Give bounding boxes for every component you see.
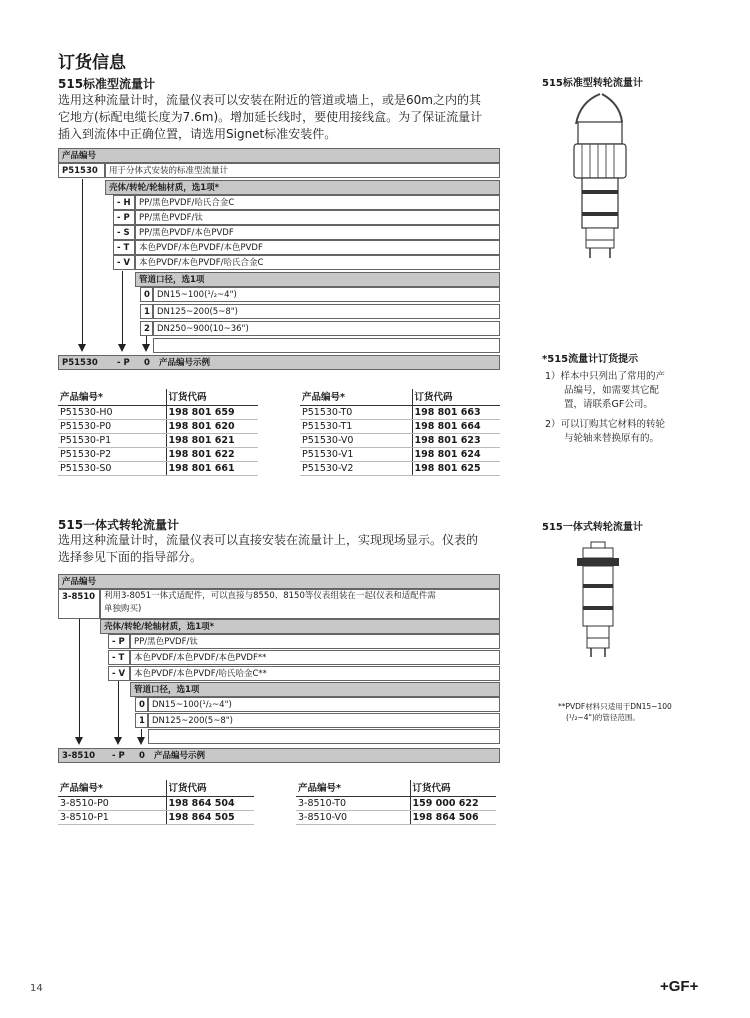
- flow-sensor-standard-image: [560, 92, 640, 262]
- part-cell: P51530-V2: [300, 461, 412, 475]
- pipe-code: 1: [135, 713, 148, 728]
- code-cell: 198 801 622: [166, 447, 258, 461]
- col-header-code: 订货代码: [412, 389, 500, 405]
- table-header-row: [296, 780, 496, 796]
- material-desc: 本色PVDF/本色PVDF/哈氏合金C: [135, 255, 500, 270]
- order-table-1-left: [58, 389, 258, 476]
- example-code-3: 0: [144, 358, 150, 368]
- material-desc: PP/黑色PVDF/本色PVDF: [135, 225, 500, 240]
- material-code: - P: [113, 210, 135, 225]
- example-code-2: - P: [112, 751, 125, 761]
- material-desc: PP/黑色PVDF/钛: [130, 634, 500, 649]
- code-cell: 198 801 621: [166, 433, 258, 447]
- order-tips-title: *515流量计订货提示: [542, 354, 639, 365]
- order-table-1-right: [300, 389, 500, 476]
- table-header-row: [58, 780, 254, 796]
- arrow-down-icon: [137, 737, 145, 745]
- pipe-desc: DN250~900(10~36"): [153, 321, 500, 336]
- arrow-line: [118, 681, 119, 737]
- material-header: 壳体/转轮/轮轴材质，选1项*: [100, 619, 500, 634]
- material-code: - V: [113, 255, 135, 270]
- pipe-desc: DN15~100(¹/₂~4"): [153, 287, 500, 302]
- table-row: [58, 461, 258, 475]
- material-code: - S: [113, 225, 135, 240]
- pipe-code: 2: [140, 321, 153, 336]
- order-code-diagram-2: [58, 574, 500, 766]
- pipe-blank-row: [153, 338, 500, 353]
- table-header-row: [300, 389, 500, 405]
- pipe-code: 0: [135, 697, 148, 712]
- col-header-part: 产品编号*: [58, 389, 166, 405]
- material-code: - H: [113, 195, 135, 210]
- col-header-code: 订货代码: [410, 780, 496, 796]
- example-row: [58, 355, 500, 370]
- diagram-header: 产品编号: [58, 574, 500, 589]
- code-cell: 198 801 624: [412, 447, 500, 461]
- sidebar-image1-title: 515标准型转轮流量计: [542, 78, 643, 89]
- example-label: 产品编号示例: [154, 751, 206, 761]
- page-number: 14: [30, 983, 43, 994]
- order-tip-line: 1）样本中只列出了常用的产: [545, 371, 666, 382]
- part-cell: P51530-V0: [300, 433, 412, 447]
- example-code-1: P51530: [62, 358, 98, 368]
- order-tip-1: [545, 370, 695, 412]
- arrow-line: [146, 336, 147, 344]
- diagram-header: 产品编号: [58, 148, 500, 163]
- pipe-code: 0: [140, 287, 153, 302]
- part-cell: P51530-P0: [58, 419, 166, 433]
- product-desc: 用于分体式安装的标准型流量计: [105, 163, 500, 178]
- col-header-code: 订货代码: [166, 780, 254, 796]
- part-cell: P51530-P1: [58, 433, 166, 447]
- material-desc: PP/黑色PVDF/哈氏合金C: [135, 195, 500, 210]
- part-cell: P51530-T1: [300, 419, 412, 433]
- section1-para-line: 插入到流体中正确位置，请选用Signet标准安装件。: [58, 127, 337, 141]
- section2-title: 515一体式转轮流量计: [58, 518, 180, 532]
- code-cell: 198 864 505: [166, 810, 254, 824]
- sidebar-image2-title: 515一体式转轮流量计: [542, 522, 643, 533]
- table-row: [300, 405, 500, 419]
- material-code: - V: [108, 666, 130, 681]
- table-row: [300, 447, 500, 461]
- code-cell: 198 801 620: [166, 419, 258, 433]
- table-row: [58, 810, 254, 824]
- flow-sensor-integral-image: [565, 540, 630, 660]
- part-cell: 3-8510-P0: [58, 796, 166, 810]
- code-cell: 198 801 663: [412, 405, 500, 419]
- pipe-desc: DN125~200(5~8"): [148, 713, 500, 728]
- section1-para-line: 选用这种流量计时，流量仪表可以安装在附近的管道或墙上，或是60m之内的其: [58, 93, 481, 107]
- part-cell: P51530-S0: [58, 461, 166, 475]
- pvdf-footnote-line: **PVDF材料只适用于DN15~100: [558, 702, 672, 711]
- order-tip-line: 2）可以订购其它材料的转轮: [545, 419, 666, 430]
- arrow-line: [141, 729, 142, 737]
- col-header-code: 订货代码: [166, 389, 258, 405]
- table-row: [58, 796, 254, 810]
- example-code-2: - P: [117, 358, 130, 368]
- order-code-diagram-1: [58, 148, 500, 373]
- product-code: P51530: [58, 163, 105, 178]
- section2-para-line: 选用这种流量计时，流量仪表可以直接安装在流量计上，实现现场显示。仪表的: [58, 533, 479, 547]
- arrow-down-icon: [75, 737, 83, 745]
- pipe-code: 1: [140, 304, 153, 319]
- example-code-3: 0: [139, 751, 145, 761]
- material-code: - P: [108, 634, 130, 649]
- part-cell: P51530-T0: [300, 405, 412, 419]
- example-row: [58, 748, 500, 763]
- arrow-line: [82, 179, 83, 344]
- part-cell: 3-8510-P1: [58, 810, 166, 824]
- code-cell: 198 801 625: [412, 461, 500, 475]
- table-row: [58, 433, 258, 447]
- col-header-part: 产品编号*: [300, 389, 412, 405]
- code-cell: 198 801 661: [166, 461, 258, 475]
- order-table-2-left: [58, 780, 254, 825]
- part-cell: P51530-P2: [58, 447, 166, 461]
- pipe-blank-row: [148, 729, 500, 744]
- table-header-row: [58, 389, 258, 405]
- arrow-line: [79, 619, 80, 737]
- order-table-2-right: [296, 780, 496, 825]
- table-row: [58, 447, 258, 461]
- arrow-line: [122, 271, 123, 344]
- material-desc: 本色PVDF/本色PVDF/哈氏哈金C**: [130, 666, 500, 681]
- order-tip-line: 置，请联系GF公司。: [564, 399, 653, 410]
- table-row: [300, 433, 500, 447]
- pvdf-footnote-line: (¹/₂~4")的管径范围。: [566, 713, 640, 722]
- arrow-down-icon: [118, 344, 126, 352]
- table-row: [58, 419, 258, 433]
- gf-logo: +GF+: [660, 978, 699, 995]
- product-code: 3-8510: [58, 589, 100, 619]
- code-cell: 198 864 504: [166, 796, 254, 810]
- code-cell: 198 864 506: [410, 810, 496, 824]
- pvdf-footnote: [558, 701, 708, 723]
- order-tip-line: 品编号，如需要其它配: [564, 385, 660, 396]
- section1-paragraph: [58, 92, 508, 143]
- section2-para-line: 选择参见下面的指导部分。: [58, 550, 203, 564]
- section1-para-line: 它地方(标配电缆长度为7.6m)。增加延长线时，要使用接线盒。为了保证流量计: [58, 110, 483, 124]
- part-cell: 3-8510-T0: [296, 796, 410, 810]
- material-code: - T: [113, 240, 135, 255]
- part-cell: 3-8510-V0: [296, 810, 410, 824]
- order-tip-2: [545, 418, 695, 446]
- table-row: [300, 419, 500, 433]
- arrow-down-icon: [142, 344, 150, 352]
- pipe-desc: DN125~200(5~8"): [153, 304, 500, 319]
- table-row: [300, 461, 500, 475]
- material-desc: 本色PVDF/本色PVDF/本色PVDF**: [130, 650, 500, 665]
- part-cell: P51530-H0: [58, 405, 166, 419]
- example-label: 产品编号示例: [159, 358, 211, 368]
- order-tip-line: 与轮轴来替换原有的。: [564, 433, 660, 444]
- table-row: [296, 796, 496, 810]
- col-header-part: 产品编号*: [58, 780, 166, 796]
- code-cell: 198 801 623: [412, 433, 500, 447]
- section1-title: 515标准型流量计: [58, 77, 156, 91]
- material-desc: PP/黑色PVDF/钛: [135, 210, 500, 225]
- material-desc: 本色PVDF/本色PVDF/本色PVDF: [135, 240, 500, 255]
- page-title: 订货信息: [58, 53, 126, 73]
- code-cell: 198 801 659: [166, 405, 258, 419]
- section2-paragraph: [58, 532, 508, 566]
- arrow-down-icon: [78, 344, 86, 352]
- pipe-desc: DN15~100(¹/₂~4"): [148, 697, 500, 712]
- part-cell: P51530-V1: [300, 447, 412, 461]
- table-row: [296, 810, 496, 824]
- example-code-1: 3-8510: [62, 751, 96, 761]
- col-header-part: 产品编号*: [296, 780, 410, 796]
- table-row: [58, 405, 258, 419]
- material-header: 壳体/转轮/轮轴材质，选1项*: [105, 180, 500, 195]
- arrow-down-icon: [114, 737, 122, 745]
- product-desc: 利用3-8051一体式适配件，可以直接与8550、8150等仪表组装在一起(仪表和适配件需 单独购买): [100, 589, 500, 619]
- code-cell: 198 801 664: [412, 419, 500, 433]
- material-code: - T: [108, 650, 130, 665]
- pipe-header: 管道口径，选1项: [130, 682, 500, 697]
- pipe-header: 管道口径，选1项: [135, 272, 500, 287]
- code-cell: 159 000 622: [410, 796, 496, 810]
